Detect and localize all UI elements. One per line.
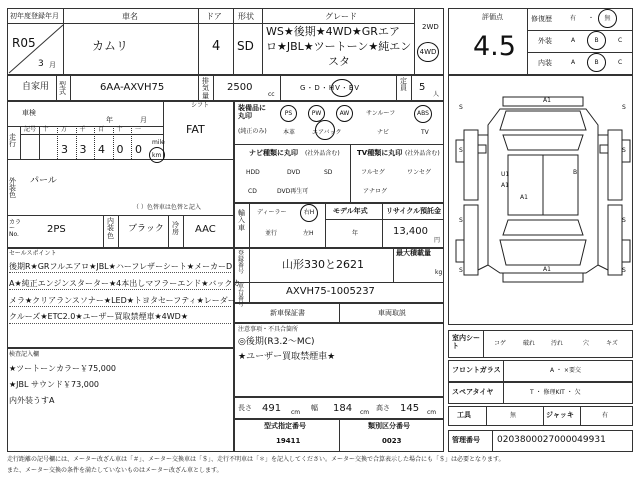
ext-grade-c: C xyxy=(618,37,623,44)
registration-label: 登録番号 xyxy=(238,250,245,275)
fuel-types: G・D・HV・EV xyxy=(300,84,361,92)
sheet-tear: 破れ xyxy=(523,340,536,347)
doors: 4 xyxy=(212,39,221,54)
tv-sub: (社外品含む) xyxy=(405,150,440,157)
capacity: 5 xyxy=(419,82,426,93)
width-unit: cm xyxy=(360,409,370,416)
car-diagram-icon xyxy=(448,75,633,325)
mileage-label: 走行 xyxy=(9,133,16,148)
side-mark-3: S xyxy=(459,217,463,224)
side-mark-4: S xyxy=(459,267,463,274)
footer-line-2: また、メーター交換の条件を満たしていないものはメーター改ざん車とします。 xyxy=(7,467,223,474)
repair-label: 修復歴 xyxy=(531,15,552,23)
displacement-label: 排気量 xyxy=(202,77,209,100)
grade-line-1: WS★後期★4WD★GRエア xyxy=(266,25,400,38)
glass-value: A ・ ×要交 xyxy=(550,367,581,374)
nav-dvd: DVD xyxy=(287,169,301,176)
max-load-unit: kg xyxy=(435,269,443,276)
cc-unit: cc xyxy=(268,91,275,98)
mileage-digit: 4 xyxy=(98,143,105,156)
mileage-digit-header: 百 xyxy=(98,126,105,133)
diagram-label-3: U1 xyxy=(501,171,510,178)
sales-point-line-3: メラ★クリアランスソナー★LED★トヨタセーフティ★レーダー xyxy=(9,296,236,305)
inner-sheet-label: 室内シート xyxy=(452,334,480,351)
check-line-1: ★ツートーンカラー￥75,000 xyxy=(9,364,117,373)
ext-grade-b-circle xyxy=(587,31,606,50)
tools-value: 無 xyxy=(510,412,517,419)
interior-grade-label: 内装 xyxy=(538,59,552,67)
footer-line-1: 走行距離の記号欄には、メーター改ざん車は「＃」、メーター交換車は「＄」、走行不明車は「＊」を記入してください。メーター交換で合算表示した場合にも「＄」は必要となります。 xyxy=(7,456,505,463)
nav-cd: CD xyxy=(248,188,257,195)
mileage-col-divider xyxy=(57,126,58,159)
exterior-color: パール xyxy=(30,176,57,186)
management-number: 0203800027000049931 xyxy=(497,435,606,445)
model-year: 年 xyxy=(352,230,359,237)
registration-number: 山形330と2621 xyxy=(282,258,364,271)
spare-value: T ・ 修理KIT ・ 欠 xyxy=(530,389,581,396)
recycle-unit: 円 xyxy=(434,237,441,244)
row-usage-model xyxy=(7,75,444,101)
abs-circle xyxy=(414,105,432,123)
width: 184 xyxy=(333,403,353,414)
model: 6AA-AXVH75 xyxy=(100,82,165,93)
reg-month: 3 xyxy=(38,59,44,69)
car-name: カムリ xyxy=(92,39,129,53)
diagram-label-5: B xyxy=(573,169,578,176)
spare-label: スペアタイヤ xyxy=(452,388,494,396)
nav-sub: (社外品含む) xyxy=(305,150,340,157)
diagram-label-6: A1 xyxy=(520,194,528,201)
grade-line-3: スタ xyxy=(328,55,350,68)
exterior-note: （ ）色替車は色替と記入 xyxy=(133,204,201,211)
repair-no: 無 xyxy=(604,14,611,22)
mileage-digit-header: 記号 xyxy=(24,126,37,133)
car-name-label: 車名 xyxy=(122,12,138,21)
tools-label: 工具 xyxy=(457,411,471,419)
capacity-unit: 人 xyxy=(433,91,440,98)
category-label: 類別区分番号 xyxy=(368,422,410,430)
equipment-title: 装備品に丸印 xyxy=(238,104,266,121)
recycle-label: リサイクル預託金 xyxy=(386,207,442,215)
mileage-col-divider xyxy=(113,126,114,159)
side-mark-1: S xyxy=(459,104,463,111)
diagram-label-2: A1 xyxy=(543,266,551,273)
sales-point-line-1: 後期R★GRフルエアロ★JBL★ハーフレザーシート★メーカーD xyxy=(9,262,233,271)
mileage-mile: mile xyxy=(152,139,165,146)
mileage-digit: 0 xyxy=(116,143,124,156)
ext-grade-a: A xyxy=(571,37,576,44)
usage: 自家用 xyxy=(22,82,50,92)
category: 0023 xyxy=(382,437,402,445)
reg-divider-icon xyxy=(7,23,64,75)
inspection-year: 年 xyxy=(106,116,113,124)
interior-color: ブラック xyxy=(128,224,164,234)
mileage-digit-header: 千 xyxy=(79,126,86,133)
side-mark-7: S xyxy=(622,217,626,224)
shape: SD xyxy=(237,39,254,53)
doors-label: ドア xyxy=(206,12,222,21)
shift: FAT xyxy=(186,123,205,136)
capacity-label: 定員 xyxy=(400,77,407,92)
repair-no-circle xyxy=(598,9,617,28)
exterior-grade-label: 外装 xyxy=(538,37,552,45)
side-mark-2: S xyxy=(459,147,463,154)
equip-abs: ABS xyxy=(417,110,429,117)
mileage-col-divider xyxy=(94,126,95,159)
repair-yes: 有 xyxy=(570,15,577,22)
sheet-hole: 穴 xyxy=(583,340,590,347)
ac: AAC xyxy=(195,224,216,235)
int-grade-a: A xyxy=(571,59,576,66)
score-value: 4.5 xyxy=(473,31,516,62)
int-grade-b: B xyxy=(594,58,599,66)
interior-color-label: 内装色 xyxy=(107,217,114,240)
equip-sunroof: サンルーフ xyxy=(366,110,396,117)
management-label: 管理番号 xyxy=(452,436,480,444)
model-label: 型式 xyxy=(59,81,66,96)
reg-year: R05 xyxy=(12,36,36,50)
equip-ps: PS xyxy=(284,109,293,117)
import-parallel: 並行 xyxy=(265,230,278,237)
displacement: 2500 xyxy=(227,82,253,93)
width-label: 幅 xyxy=(311,404,318,412)
steer-left: 左H xyxy=(303,230,314,237)
sales-point-line-2: A★純正エンジンスターター★4本出しマフラーエンド★バックカ xyxy=(9,279,241,288)
drive-4wd: 4WD xyxy=(419,47,437,56)
tv-fullseg: フルセグ xyxy=(361,169,385,176)
glass-label: フロントガラス xyxy=(452,366,501,374)
nav-dvd-play: DVD再生可 xyxy=(277,188,309,195)
height-label: 高さ xyxy=(376,404,390,412)
mileage-km: km xyxy=(152,152,162,159)
mileage-digit-header: 十 xyxy=(42,126,49,133)
mileage-col-divider xyxy=(76,126,77,159)
equip-aw: AW xyxy=(339,109,350,117)
mileage-col-divider xyxy=(39,126,40,159)
tv-analog: アナログ xyxy=(363,188,388,195)
notes-label: 注意事項・不具合箇所 xyxy=(238,326,299,333)
length: 491 xyxy=(262,403,282,414)
mileage-digit: 0 xyxy=(135,143,142,156)
repair-sep: ・ xyxy=(588,15,595,22)
score-label: 評価点 xyxy=(482,13,503,21)
ps-circle xyxy=(280,105,297,122)
sales-point-line-4: クルーズ★ETC2.0★ユーザー買取禁煙車★4WD★ xyxy=(9,312,188,321)
steer-right: 右H xyxy=(303,209,315,216)
notes-line-2: ★ユーザー買取禁煙車★ xyxy=(238,352,336,362)
equip-airbag: エアバック xyxy=(312,129,342,136)
reg-year-label: 初年度登録年月 xyxy=(10,12,59,20)
height-unit: cm xyxy=(427,409,437,416)
int-grade-b-circle xyxy=(587,53,606,72)
mileage-col-divider xyxy=(131,126,132,159)
tv-title: TV種類に丸印 xyxy=(357,149,403,157)
side-mark-8: S xyxy=(622,267,626,274)
check-label: 検査記入欄 xyxy=(9,351,40,358)
warranty-new-car: 新車保証書 xyxy=(270,309,305,317)
inspection-label: 車検 xyxy=(22,109,36,117)
nav-title: ナビ種類に丸印 xyxy=(249,149,298,157)
ext-grade-b: B xyxy=(594,36,599,44)
diagram-label-4: A1 xyxy=(501,182,509,189)
exterior-label: 外装色 xyxy=(9,177,16,199)
max-load-label: 最大積載量 xyxy=(396,249,431,257)
side-mark-5: S xyxy=(622,104,626,111)
mileage-digit: 3 xyxy=(79,143,87,156)
side-mark-6: S xyxy=(622,147,626,154)
shift-label: シフト xyxy=(191,102,210,109)
aw-circle xyxy=(336,105,353,122)
height: 145 xyxy=(400,403,420,414)
fuel-hv-circle xyxy=(331,79,353,97)
reg-month-unit: 月 xyxy=(49,61,56,69)
km-circle xyxy=(149,147,165,163)
designation-label: 型式指定番号 xyxy=(264,422,306,430)
check-line-2: ★JBL サウンド￥73,000 xyxy=(9,380,100,389)
jack-value: 有 xyxy=(602,412,609,419)
color-no-label: カラー No. xyxy=(9,219,22,238)
sales-point-label: セールスポイント xyxy=(9,250,57,257)
int-grade-c: C xyxy=(618,59,623,66)
color-no: 2PS xyxy=(47,224,66,235)
mileage-digit-header: 万 xyxy=(61,126,68,133)
nav-hdd: HDD xyxy=(246,169,260,176)
drive-4wd-circle xyxy=(417,42,439,62)
length-unit: cm xyxy=(291,409,301,416)
equip-leather: 本革 xyxy=(283,129,296,136)
designation: 19411 xyxy=(276,437,301,445)
length-label: 長さ xyxy=(238,404,252,412)
drive-2wd: 2WD xyxy=(422,23,439,31)
mileage-digit-header: 一 xyxy=(135,126,142,133)
equip-tv: TV xyxy=(421,129,429,136)
sheet-burn: コゲ xyxy=(494,340,507,347)
import-dealer: ディーラー xyxy=(257,209,287,216)
import-label: 輸入車 xyxy=(238,209,245,232)
ac-label: 冷房 xyxy=(172,221,179,236)
mileage-digit-header: 十 xyxy=(116,126,123,133)
warranty-manual: 車両取説 xyxy=(378,309,406,317)
equipment-subtitle: (純正のみ) xyxy=(238,128,267,135)
shape-label: 形状 xyxy=(238,12,254,21)
notes-line-1: ◎後期(R3.2〜MC) xyxy=(238,337,315,347)
sheet-stain: 汚れ xyxy=(551,340,564,347)
diagram-label-1: A1 xyxy=(543,97,551,104)
grade-label: グレード xyxy=(325,12,357,21)
equip-navi: ナビ xyxy=(377,129,390,136)
tv-oneseg: ワンセグ xyxy=(407,169,432,176)
check-line-3: 内外装うすA xyxy=(9,396,55,405)
nav-sd: SD xyxy=(324,169,333,176)
equip-pw: PW xyxy=(311,109,322,117)
recycle-amount: 13,400 xyxy=(393,226,428,237)
model-year-label: モデル年式 xyxy=(333,207,368,215)
steer-right-circle xyxy=(300,204,318,222)
grade-line-2: ロ★JBL★ツートーン★純エン xyxy=(266,40,412,53)
jack-label: ジャッキ xyxy=(546,411,574,419)
sheet-scratch: キズ xyxy=(606,340,618,347)
chassis-number: AXVH75-1005237 xyxy=(286,286,375,297)
inspection-month: 月 xyxy=(140,116,147,124)
chassis-label: 車台番号 xyxy=(238,283,245,308)
mileage-digit: 3 xyxy=(61,143,68,156)
